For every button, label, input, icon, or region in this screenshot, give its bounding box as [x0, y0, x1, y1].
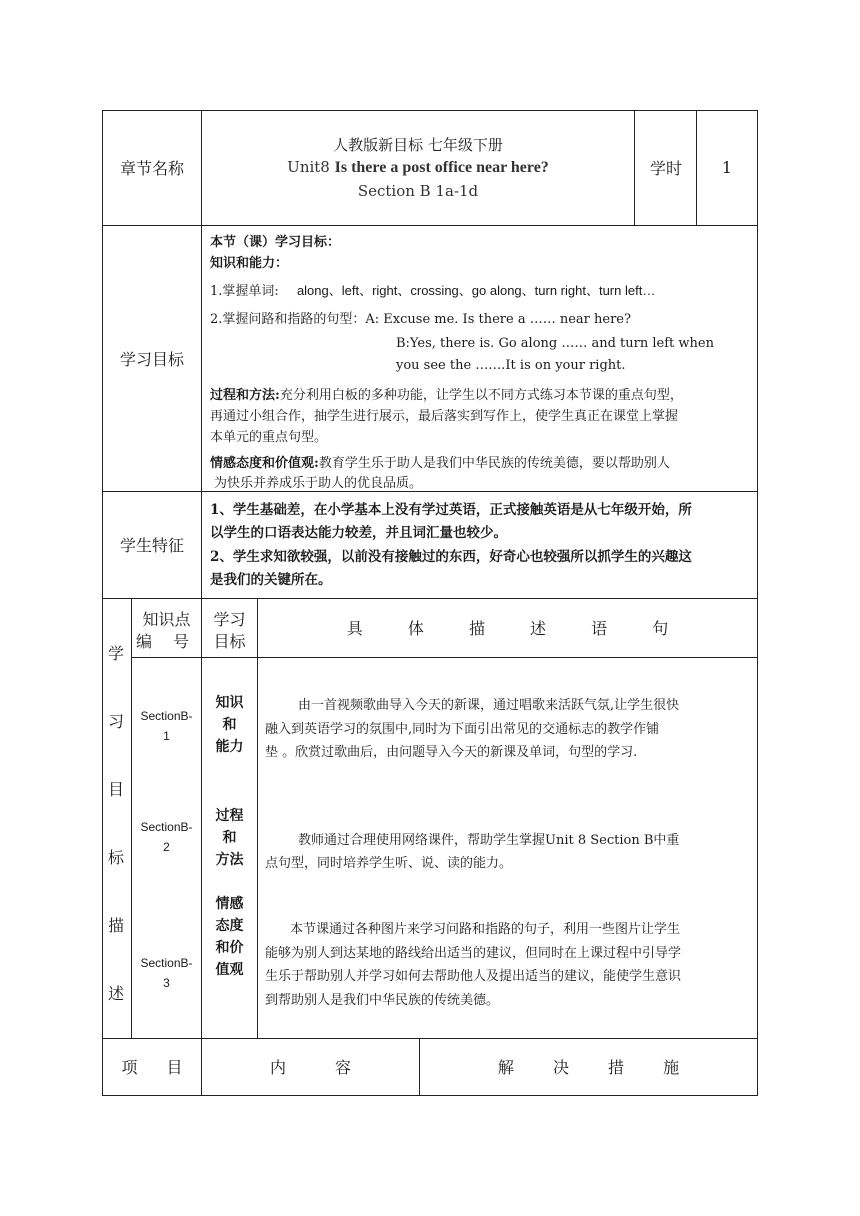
rule-right	[757, 110, 758, 1095]
rule-bottom	[102, 1095, 758, 1096]
vocab-line	[210, 280, 655, 299]
row1-text-2: 融入到英语学习的氛围中,同时为下面引出常见的交通标志的教学作铺	[265, 722, 660, 737]
title-question: Is there a post office near here?	[334, 159, 549, 176]
title-unit: Unit8	[287, 158, 330, 176]
row3-text-1: 本节课通过各种图片来学习问路和指路的句子，利用一些图片让学生	[290, 922, 681, 937]
row1-goal-2: 和	[222, 717, 237, 733]
row2-text-1: 教师通过合理使用网络课件，帮助学生掌握Unit 8 Section B中重	[298, 833, 680, 848]
row1-goal-1: 知识	[215, 695, 244, 711]
objectives-heading: 本节（课）学习目标：	[210, 235, 341, 250]
desc-col3-header: 具 体 描 述 语 句	[346, 619, 669, 638]
col1-line-1: 知识点	[142, 610, 191, 629]
students-label: 学生特征	[119, 536, 184, 555]
row2-id-line-1: SectionB-	[140, 820, 193, 834]
row2-goal-2: 和	[222, 830, 237, 846]
footer-solution: 解 决 措 施	[497, 1058, 680, 1077]
emotion-text-1: 教育学生乐于助人是我们中华民族的传统美德，要以帮助别人	[318, 456, 670, 471]
side-char-1: 学	[108, 644, 125, 663]
rule-desc-goal	[257, 598, 258, 1038]
students-line-3: 2、学生求知欲较强，以前没有接触过的东西，好奇心也较强所以抓学生的兴趣这	[210, 549, 692, 565]
title-line-1: 人教版新目标 七年级下册	[333, 136, 503, 154]
process-key: 过程和方法:	[210, 388, 280, 403]
pattern-line-3: you see the …….It is on your right.	[396, 358, 626, 373]
row1-id-line-1: SectionB-	[140, 709, 193, 723]
side-char-3: 目	[108, 780, 125, 799]
row1-text-3: 垫 。欣赏过歌曲后，由问题导入今天的新课及单词，句型的学习.	[265, 745, 638, 760]
footer-content: 内 容	[269, 1058, 352, 1077]
row3-goal-3: 和价	[215, 940, 244, 956]
row2-goal-3: 方法	[215, 852, 244, 868]
students-line-4: 是我们的关键所在。	[210, 572, 332, 588]
process-line-1	[210, 384, 683, 403]
vocab-prefix: 1.掌握单词:	[210, 284, 279, 299]
row3-id	[132, 953, 201, 993]
row1-goal-3: 能力	[215, 739, 244, 755]
period-label: 学时	[649, 159, 682, 178]
row1-text-1: 由一首视频歌曲导入今天的新课，通过唱歌来活跃气氛,让学生很快	[298, 698, 680, 713]
row2-id	[132, 817, 201, 857]
students-line-2: 以学生的口语表达能力较差，并且词汇量也较少。	[210, 525, 507, 541]
emotion-line-1	[210, 452, 670, 471]
row2-id-line-2: 2	[163, 840, 170, 854]
row3-id-line-1: SectionB-	[140, 956, 193, 970]
desc-col1-header	[132, 598, 201, 657]
students-line-1: 1、学生基础差，在小学基本上没有学过英语，正式接触英语是从七年级开始，所	[210, 502, 692, 518]
chapter-label: 章节名称	[119, 159, 184, 178]
pattern-line-2: B:Yes, there is. Go along …… and turn left when	[396, 336, 714, 351]
knowledge-heading: 知识和能力：	[210, 256, 289, 271]
side-char-5: 描	[108, 916, 125, 935]
side-char-4: 标	[108, 848, 125, 867]
title-line-3: Section B 1a-1d	[357, 182, 479, 200]
vocab-words: along、left、right、crossing、go along、turn right、turn left…	[296, 283, 656, 298]
process-line-3: 本单元的重点句型。	[210, 430, 328, 445]
process-line-2: 再通过小组合作，抽学生进行展示，最后落实到写作上，使学生真正在课堂上掌握	[210, 409, 679, 424]
row3-goal-1: 情感	[215, 896, 244, 912]
row2-text-2: 点句型，同时培养学生听、说、读的能力。	[265, 856, 513, 871]
lesson-title	[202, 110, 634, 225]
process-text-1: 充分利用白板的多种功能，让学生以不同方式练习本节课的重点句型，	[279, 388, 683, 403]
row1-id	[132, 706, 201, 746]
objectives-label: 学习目标	[119, 349, 184, 369]
row3-goal	[202, 893, 257, 981]
col2-line-2: 目标	[213, 632, 246, 651]
row2-goal	[202, 805, 257, 871]
pattern-line-1: 2.掌握问路和指路的句型：A: Excuse me. Is there a …… near here?	[210, 312, 631, 327]
desc-col2-header	[202, 598, 257, 657]
row1-id-line-2: 1	[163, 729, 170, 743]
emotion-line-2: 为快乐并养成乐于助人的优良品质。	[214, 476, 423, 491]
row3-text-4: 到帮助别人是我们中华民族的传统美德。	[265, 993, 500, 1008]
row3-id-line-2: 3	[163, 976, 170, 990]
row3-goal-4: 值观	[215, 962, 244, 978]
rule-after-desc-header	[131, 657, 758, 658]
row3-text-3: 生乐于帮助别人并学习如何去帮助他人及提出适当的建议，能使学生意识	[265, 969, 682, 984]
period-value: 1	[721, 158, 733, 177]
footer-item: 项 目	[121, 1058, 183, 1077]
row1-goal	[202, 692, 257, 758]
row2-goal-1: 过程	[215, 808, 244, 824]
col1-line-2: 编 号	[135, 632, 198, 651]
row3-goal-2: 态度	[215, 918, 244, 934]
side-char-2: 习	[108, 712, 125, 731]
title-line-2	[202, 158, 634, 177]
emotion-key: 情感态度和价值观:	[210, 456, 319, 471]
row3-text-2: 能够为别人到达某地的路线给出适当的建议，但同时在上课过程中引导学	[265, 946, 682, 961]
col2-line-1: 学习	[213, 610, 246, 629]
side-char-6: 述	[108, 984, 125, 1003]
